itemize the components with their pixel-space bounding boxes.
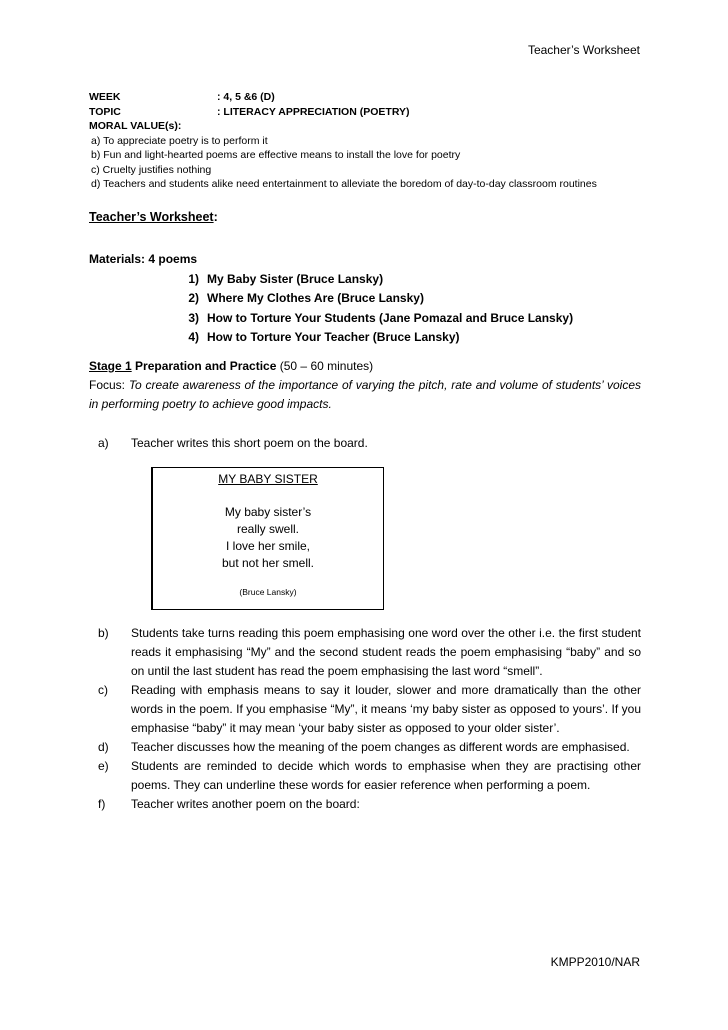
step-text: Teacher discusses how the meaning of the poem changes as different words are emphasised. xyxy=(131,740,630,754)
poem-author: (Bruce Lansky) xyxy=(239,587,297,597)
step-text: Students take turns reading this poem emphasising one word over the other i.e. the first student reads it emphasising “My” and the second student reads the poem emphasising “baby” and so on until the last student has read the poem emphasising the last word “smell”. xyxy=(131,626,641,678)
page-footer: KMPP2010/NAR xyxy=(550,955,640,969)
step-item xyxy=(89,795,641,814)
stage-heading xyxy=(89,357,641,376)
poem-lines xyxy=(153,504,383,572)
stage-duration: (50 – 60 minutes) xyxy=(276,359,374,373)
step-marker: e) xyxy=(98,759,109,773)
worksheet-heading xyxy=(89,210,218,224)
poem-line: but not her smell. xyxy=(221,556,315,570)
topic-label: TOPIC xyxy=(89,105,121,118)
step-text: Teacher writes this short poem on the board. xyxy=(131,436,368,450)
materials-section xyxy=(89,250,573,348)
worksheet-heading-colon: : xyxy=(213,210,218,224)
step-marker: b) xyxy=(98,626,109,640)
step-item xyxy=(89,681,641,738)
stage-title: Preparation and Practice xyxy=(131,359,277,373)
topic-value: : LITERACY APPRECIATION (POETRY) xyxy=(217,105,410,118)
poem-title: My Baby Sister (Bruce Lansky) xyxy=(207,271,384,286)
step-item xyxy=(89,757,641,795)
list-item xyxy=(89,328,573,348)
page-header: Teacher’s Worksheet xyxy=(527,43,640,57)
list-item xyxy=(89,270,573,290)
list-item xyxy=(89,309,573,329)
poem-title: How to Torture Your Teacher (Bruce Lansky) xyxy=(207,330,460,345)
step-item xyxy=(89,738,641,757)
step-marker: a) xyxy=(98,436,109,450)
list-number: 3) xyxy=(188,310,199,325)
poem-box-title: MY BABY SISTER xyxy=(218,472,318,486)
poem-box xyxy=(151,467,384,610)
focus-label: Focus: xyxy=(89,378,129,392)
poem-line: I love her smile, xyxy=(225,539,311,553)
step-text: Reading with emphasis means to say it louder, slower and more dramatically than the other words in the poem. If you emphasise “My”, it means ‘my baby sister as opposed to yours’. If you emphasise “baby” it may mean ‘your baby sister as opposed to your older sister’. xyxy=(131,683,641,735)
stage-focus xyxy=(89,376,641,414)
step-text: Teacher writes another poem on the board: xyxy=(131,797,360,811)
moral-value-item: b) Fun and light-hearted poems are effective means to install the love for poetry xyxy=(91,149,461,161)
poem-title: How to Torture Your Students (Jane Pomazal and Bruce Lansky) xyxy=(207,310,574,325)
steps-list xyxy=(89,624,641,814)
list-item xyxy=(89,289,573,309)
step-a-container xyxy=(89,434,641,453)
step-text: Students are reminded to decide which words to emphasise when they are practising other poems. They can underline these words for easier reference when performing a poem. xyxy=(131,759,641,792)
stage-section xyxy=(89,357,641,414)
moral-value-item: a) To appreciate poetry is to perform it xyxy=(91,134,268,147)
step-marker: c) xyxy=(98,683,108,697)
step-item xyxy=(89,624,641,681)
materials-list xyxy=(89,270,573,348)
week-label: WEEK xyxy=(89,91,121,103)
week-value: : 4, 5 &6 (D) xyxy=(217,91,275,103)
focus-text: To create awareness of the importance of varying the pitch, rate and volume of students’ voices in performing poetry to achieve good impacts. xyxy=(89,378,641,411)
stage-label: Stage 1 xyxy=(89,359,132,373)
list-number: 2) xyxy=(188,291,199,306)
list-number: 4) xyxy=(188,330,199,345)
list-number: 1) xyxy=(188,271,199,286)
poem-line: really swell. xyxy=(236,522,299,536)
step-item xyxy=(89,434,641,453)
moral-value-item: c) Cruelty justifies nothing xyxy=(91,163,212,176)
step-marker: f) xyxy=(98,797,106,811)
step-marker: d) xyxy=(98,740,109,754)
lesson-info xyxy=(89,90,649,192)
week-row xyxy=(89,90,649,105)
worksheet-heading-text: Teacher’s Worksheet xyxy=(89,210,214,224)
moral-value-heading: MORAL VALUE(s): xyxy=(89,120,182,132)
poem-title: Where My Clothes Are (Bruce Lansky) xyxy=(207,291,424,306)
poem-line: My baby sister’s xyxy=(224,505,312,519)
materials-heading: Materials: 4 poems xyxy=(89,252,198,266)
moral-value-item: d) Teachers and students alike need entertainment to alleviate the boredom of day-to-day classroom routines xyxy=(91,178,597,190)
topic-row xyxy=(89,105,649,120)
